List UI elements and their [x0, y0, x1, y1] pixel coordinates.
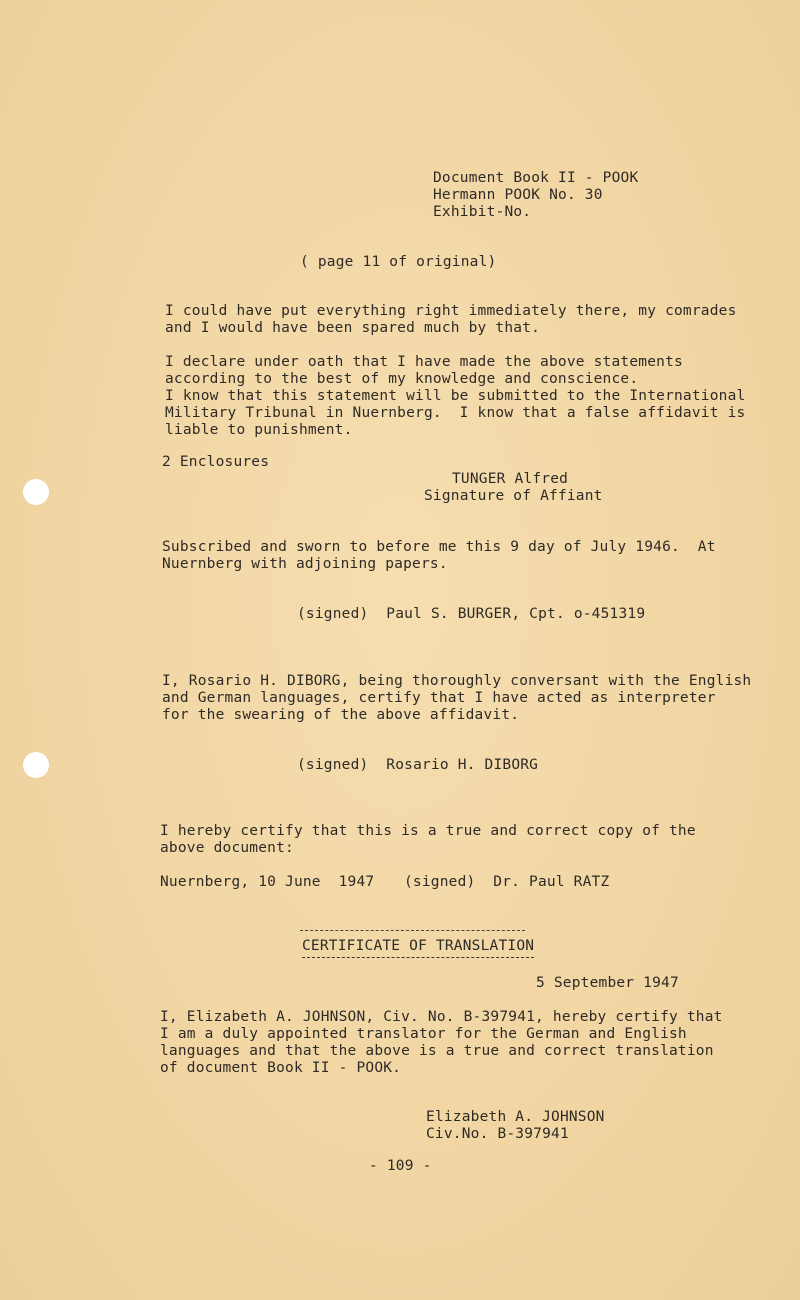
- certify-line2: above document:: [160, 840, 294, 856]
- page-number: - 109 -: [369, 1158, 432, 1174]
- para1-line1: I could have put everything right immediately there, my comrades: [165, 303, 737, 319]
- para2-line1: I declare under oath that I have made the above statements: [165, 354, 683, 370]
- signed-ratz: (signed) Dr. Paul RATZ: [404, 874, 610, 890]
- certificate-rule: [300, 930, 525, 931]
- para2-line2: according to the best of my knowledge and conscience.: [165, 371, 639, 387]
- signed-burger: (signed) Paul S. BURGER, Cpt. o-451319: [297, 606, 646, 622]
- translator-name: Elizabeth A. JOHNSON: [426, 1109, 605, 1125]
- translation-line4: of document Book II - POOK.: [160, 1060, 402, 1076]
- para2-line3: I know that this statement will be submitted to the International: [165, 388, 746, 404]
- punch-hole-bottom: [23, 752, 49, 778]
- para1-line2: and I would have been spared much by that.: [165, 320, 541, 336]
- translation-line1: I, Elizabeth A. JOHNSON, Civ. No. B-397941, hereby certify that: [160, 1009, 723, 1025]
- subscribed-line2: Nuernberg with adjoining papers.: [162, 556, 448, 572]
- para2-line5: liable to punishment.: [165, 422, 353, 438]
- translation-line2: I am a duly appointed translator for the German and English: [160, 1026, 687, 1042]
- affiant-name: TUNGER Alfred: [452, 471, 569, 487]
- punch-hole-top: [23, 479, 49, 505]
- subscribed-line1: Subscribed and sworn to before me this 9 day of July 1946. At: [162, 539, 716, 555]
- certificate-date: 5 September 1947: [536, 975, 679, 991]
- affiant-caption: Signature of Affiant: [424, 488, 603, 504]
- translation-line3: languages and that the above is a true and correct translation: [160, 1043, 714, 1059]
- certificate-title: CERTIFICATE OF TRANSLATION: [302, 938, 534, 958]
- interpreter-line1: I, Rosario H. DIBORG, being thoroughly conversant with the English: [162, 673, 752, 689]
- interpreter-line3: for the swearing of the above affidavit.: [162, 707, 520, 723]
- place-date: Nuernberg, 10 June 1947: [160, 874, 375, 890]
- enclosures: 2 Enclosures: [162, 454, 270, 470]
- certify-line1: I hereby certify that this is a true and correct copy of the: [160, 823, 696, 839]
- header-document-book: Document Book II - POOK: [433, 170, 639, 186]
- para2-line4: Military Tribunal in Nuernberg. I know that a false affidavit is: [165, 405, 746, 421]
- signed-diborg: (signed) Rosario H. DIBORG: [297, 757, 539, 773]
- translator-civ-number: Civ.No. B-397941: [426, 1126, 569, 1142]
- page-reference: ( page 11 of original): [300, 254, 497, 270]
- interpreter-line2: and German languages, certify that I have acted as interpreter: [162, 690, 716, 706]
- header-exhibit-label: Exhibit-No.: [433, 204, 532, 220]
- header-exhibit-number: Hermann POOK No. 30: [433, 187, 603, 203]
